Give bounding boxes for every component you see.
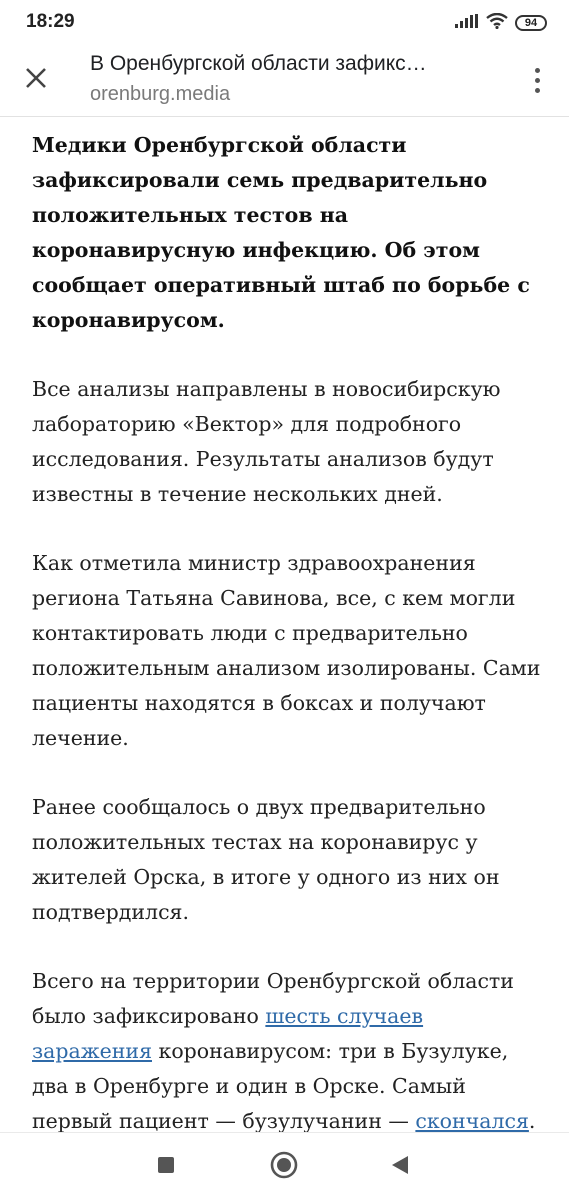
more-options-button[interactable] — [525, 62, 549, 98]
page-url: orenburg.media — [90, 83, 231, 105]
more-vert-icon — [535, 88, 540, 93]
battery-icon: 94 — [515, 15, 547, 31]
close-icon — [25, 67, 47, 94]
paragraph-text: коронавирусом: три в Бузулуке, два в Оренбурге и один в Орске. Самый первый пациент — бузулучанин — — [32, 1039, 509, 1132]
paragraph-text: . — [528, 1109, 536, 1132]
recents-square-icon — [157, 1156, 175, 1178]
article-paragraph-4 — [32, 964, 547, 1132]
link-six-cases[interactable]: шесть случаев заражения — [32, 1004, 424, 1063]
link-died[interactable]: скончался — [415, 1109, 529, 1132]
page-title: В Оренбургской области зафикс… — [90, 52, 427, 75]
article-body — [32, 128, 547, 1132]
wifi-icon — [486, 13, 508, 34]
home-circle-icon — [270, 1151, 298, 1183]
browser-toolbar — [0, 44, 569, 117]
article-lead: Медики Оренбургской области зафиксировали семь предварительно положительных тестов на коронавирусную инфекцию. Об этом сообщает оперативный штаб по борьбе с коронавирусом. — [32, 133, 530, 332]
back-triangle-icon — [390, 1154, 410, 1180]
status-bar — [0, 0, 569, 44]
back-button[interactable] — [382, 1149, 418, 1185]
status-icons — [455, 12, 547, 34]
system-nav-bar — [0, 1132, 569, 1201]
article-paragraph-3: Ранее сообщалось о двух предварительно положительных тестах на коронавирус у жителей Орска, в итоге у одного из них он подтвердился. — [32, 795, 500, 924]
signal-icon — [455, 14, 479, 33]
article-paragraph-2: Как отметила министр здравоохранения региона Татьяна Савинова, все, с кем могли контактировать люди с предварительно положительным анализом изолированы. Сами пациенты находятся в боксах и получают лечение. — [32, 551, 541, 750]
recents-button[interactable] — [148, 1149, 184, 1185]
close-button[interactable] — [14, 58, 58, 102]
more-vert-icon — [535, 68, 540, 73]
paragraph-text: Всего на территории Оренбургской области было зафиксировано — [32, 969, 514, 1028]
more-vert-icon — [535, 78, 540, 83]
status-time: 18:29 — [26, 11, 75, 32]
article-paragraph-1: Все анализы направлены в новосибирскую лабораторию «Вектор» для подробного исследования. Результаты анализов будут известны в течение нескольких дней. — [32, 377, 501, 506]
home-button[interactable] — [266, 1149, 302, 1185]
